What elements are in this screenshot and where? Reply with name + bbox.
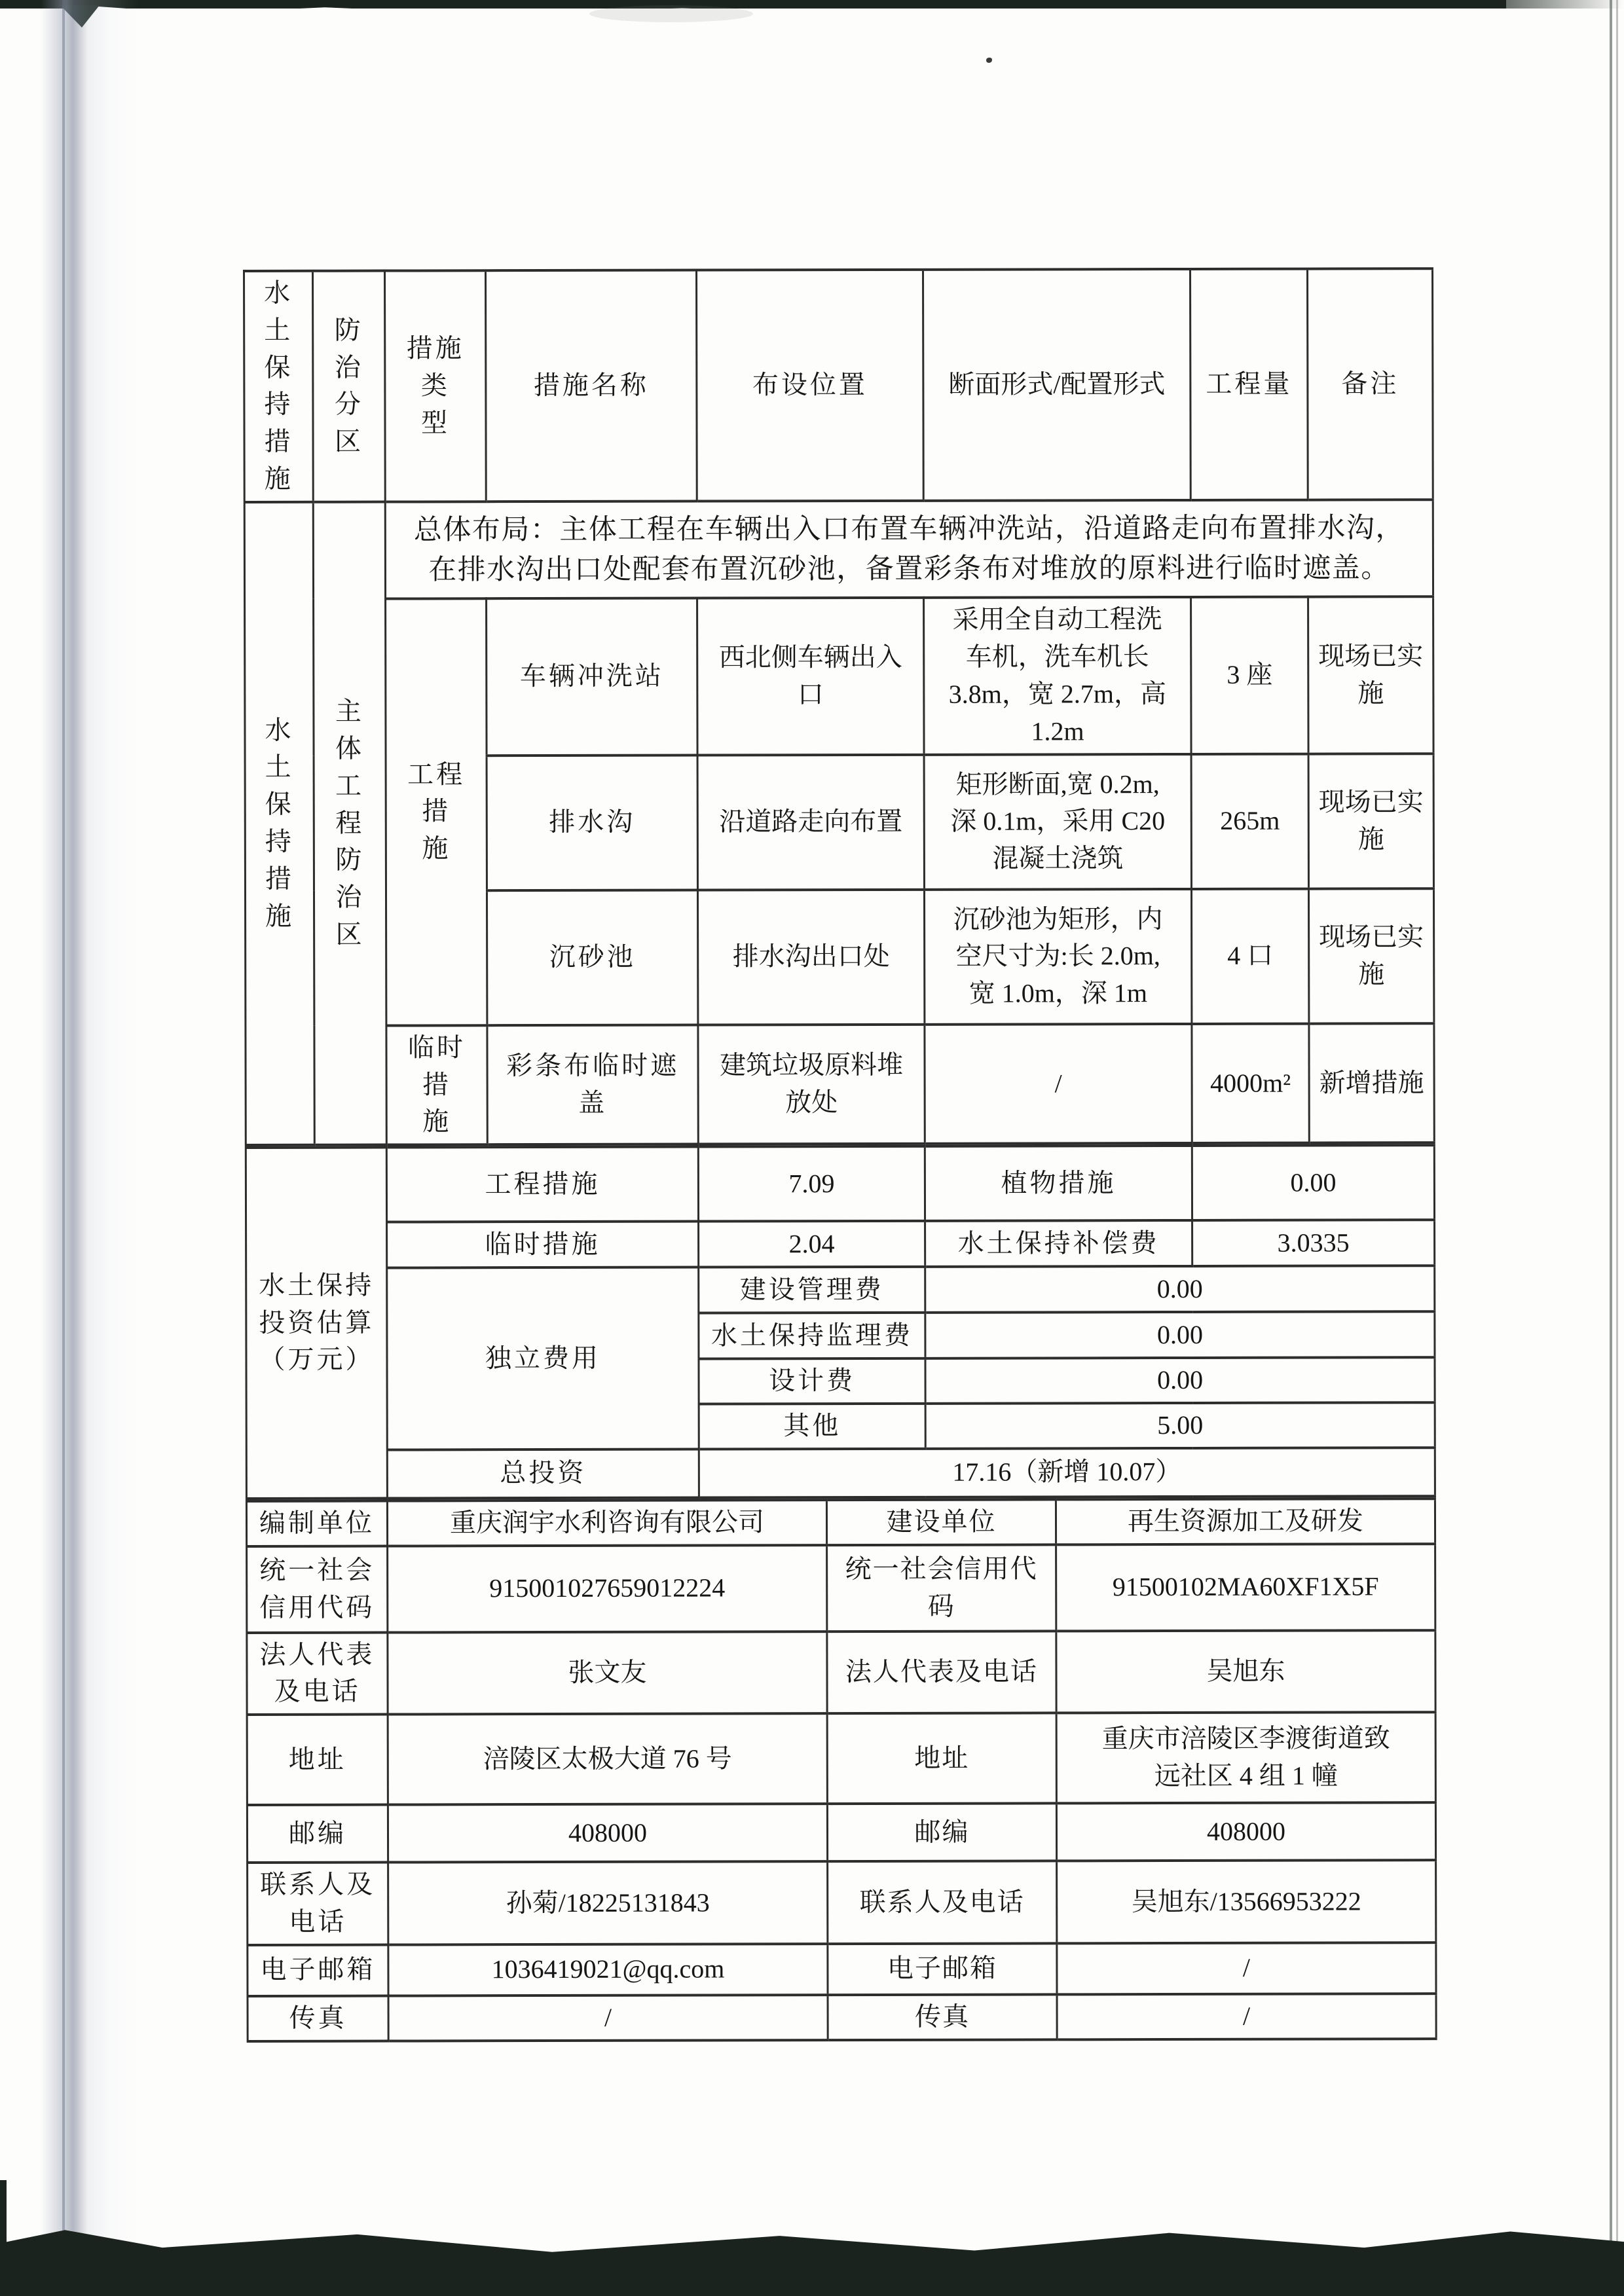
- investment-table: [245, 1144, 1436, 1499]
- info-label: 邮编: [827, 1804, 1056, 1862]
- info-value: 408000: [1056, 1802, 1435, 1861]
- measure-location: 建筑垃圾原料堆 放处: [698, 1025, 925, 1144]
- independent-cost-label: 独立费用: [387, 1267, 699, 1450]
- info-value: 吴旭东: [1056, 1630, 1435, 1713]
- info-table: [246, 1497, 1437, 2043]
- info-label: 统一社会 信用代码: [247, 1546, 388, 1632]
- measure-note: 新增措施: [1309, 1023, 1434, 1143]
- info-value: /: [1057, 1994, 1436, 2039]
- measure-note: 现场已实 施: [1308, 754, 1433, 888]
- info-label: 电子邮箱: [248, 1944, 388, 1995]
- engineering-measures-value: 7.09: [698, 1146, 925, 1222]
- info-label: 地址: [827, 1713, 1056, 1804]
- scanner-bed-top-fade: [1441, 0, 1624, 9]
- right-page-edge-line: [1610, 0, 1612, 2296]
- total-investment-value: 17.16（新增 10.07）: [699, 1448, 1435, 1497]
- measure-location: 排水沟出口处: [697, 890, 924, 1025]
- header-type: 措施类 型: [385, 270, 487, 501]
- measure-quantity: 3 座: [1191, 596, 1309, 754]
- measure-name: 沉砂池: [487, 890, 697, 1025]
- measure-note: 现场已实 施: [1308, 596, 1434, 754]
- measure-quantity: 265m: [1191, 754, 1308, 888]
- plant-measures-label: 植物措施: [925, 1146, 1192, 1221]
- header-location: 布设位置: [697, 270, 924, 501]
- type-temporary-label: 临时措 施: [386, 1025, 487, 1145]
- header-quantity: 工程量: [1190, 269, 1308, 500]
- scan-speck: [986, 58, 992, 63]
- book-gutter-crease: [62, 0, 65, 2296]
- measure-quantity: 4000m²: [1192, 1023, 1309, 1143]
- construction-mgmt-fee-label: 建设管理费: [699, 1267, 925, 1313]
- book-gutter-shadow: [41, 0, 139, 2296]
- info-value: 1036419021@qq.com: [388, 1944, 828, 1995]
- total-investment-label: 总投资: [387, 1449, 699, 1498]
- info-value: 张文友: [388, 1631, 827, 1715]
- info-value: 915001027659012224: [388, 1545, 827, 1632]
- info-label: 传真: [828, 1994, 1057, 2040]
- info-label: 法人代表及电话: [827, 1631, 1056, 1713]
- info-value: 408000: [388, 1804, 827, 1862]
- measures-group-label: 水土 保持 措施: [244, 502, 314, 1146]
- measure-quantity: 4 口: [1191, 888, 1308, 1023]
- info-value: 孙菊/18225131843: [388, 1861, 828, 1944]
- measure-name: 车辆冲洗站: [487, 598, 698, 756]
- temporary-measures-value: 2.04: [699, 1221, 925, 1267]
- scanner-bed-left-sliver: [0, 2180, 7, 2296]
- info-label: 联系人及 电话: [248, 1863, 388, 1945]
- scan-smudge: [589, 5, 753, 22]
- right-page-edge-line-2: [1616, 0, 1618, 2296]
- compensation-fee-value: 3.0335: [1192, 1220, 1435, 1266]
- supervision-fee-value: 0.00: [925, 1311, 1435, 1358]
- temporary-measures-label: 临时措施: [387, 1222, 699, 1268]
- type-engineering-label: 工程措 施: [386, 598, 487, 1025]
- scanner-bed-top-strip: [0, 0, 1506, 9]
- info-value: 重庆市涪陵区李渡街道致 远社区 4 组 1 幢: [1056, 1712, 1435, 1803]
- header-section-form: 断面形式/配置形式: [923, 269, 1191, 501]
- measure-name: 排水沟: [487, 755, 697, 890]
- info-label: 传真: [248, 1995, 388, 2041]
- info-value: 重庆润宇水利咨询有限公司: [387, 1500, 826, 1546]
- info-label: 法人代表 及电话: [247, 1632, 388, 1715]
- scanner-bed-bottom-band: [0, 2223, 1624, 2296]
- measure-spec: 采用全自动工程洗 车机，洗车机长 3.8m，宽 2.7m，高 1.2m: [924, 597, 1192, 755]
- measure-location: 西北侧车辆出入 口: [697, 598, 925, 756]
- overall-layout-text: 总体布局：主体工程在车辆出入口布置车辆冲洗站，沿道路走向布置排水沟， 在排水沟出口处配套布置沉砂池，备置彩条布对堆放的原料进行临时遮盖。: [385, 500, 1433, 598]
- info-value: 91500102MA60XF1X5F: [1056, 1544, 1435, 1631]
- engineering-measures-label: 工程措施: [386, 1147, 698, 1222]
- info-label: 邮编: [247, 1805, 388, 1863]
- info-value: 吴旭东/13566953222: [1057, 1860, 1436, 1943]
- design-fee-value: 0.00: [925, 1357, 1435, 1403]
- info-value: /: [1057, 1942, 1436, 1994]
- measure-location: 沿道路走向布置: [697, 755, 924, 890]
- info-label: 编制单位: [246, 1501, 387, 1546]
- soil-conservation-form: [243, 267, 1435, 2042]
- header-zone: 防治 分区: [313, 271, 386, 502]
- measure-name: 彩条布临时遮 盖: [487, 1025, 698, 1144]
- plant-measures-value: 0.00: [1192, 1145, 1434, 1220]
- info-value: 再生资源加工及研发: [1056, 1499, 1435, 1544]
- measure-spec: /: [925, 1024, 1192, 1144]
- header-measures: 水土 保持 措施: [244, 271, 314, 502]
- zone-label: 主体 工程 防治 区: [313, 501, 386, 1145]
- construction-mgmt-fee-value: 0.00: [925, 1266, 1435, 1313]
- measures-table: [243, 267, 1435, 1146]
- info-label: 统一社会信用代 码: [827, 1544, 1056, 1631]
- investment-label: 水土保持 投资估算 （万元）: [246, 1148, 387, 1499]
- measure-note: 现场已实 施: [1308, 888, 1433, 1023]
- info-label: 建设单位: [826, 1499, 1056, 1545]
- other-fee-label: 其他: [699, 1404, 925, 1449]
- info-label: 地址: [247, 1715, 388, 1805]
- header-name: 措施名称: [486, 270, 697, 501]
- measure-spec: 沉砂池为矩形，内 空尺寸为:长 2.0m, 宽 1.0m，深 1m: [924, 889, 1191, 1025]
- info-label: 联系人及电话: [828, 1861, 1057, 1944]
- info-label: 电子邮箱: [828, 1943, 1057, 1995]
- measure-spec: 矩形断面,宽 0.2m, 深 0.1m，采用 C20 混凝土浇筑: [924, 754, 1191, 890]
- header-remark: 备注: [1308, 268, 1433, 500]
- info-value: 涪陵区太极大道 76 号: [388, 1713, 827, 1804]
- design-fee-label: 设计费: [699, 1358, 925, 1404]
- other-fee-value: 5.00: [925, 1402, 1435, 1448]
- info-value: /: [388, 1995, 828, 2041]
- supervision-fee-label: 水土保持监理费: [699, 1313, 925, 1359]
- compensation-fee-label: 水土保持补偿费: [925, 1220, 1192, 1267]
